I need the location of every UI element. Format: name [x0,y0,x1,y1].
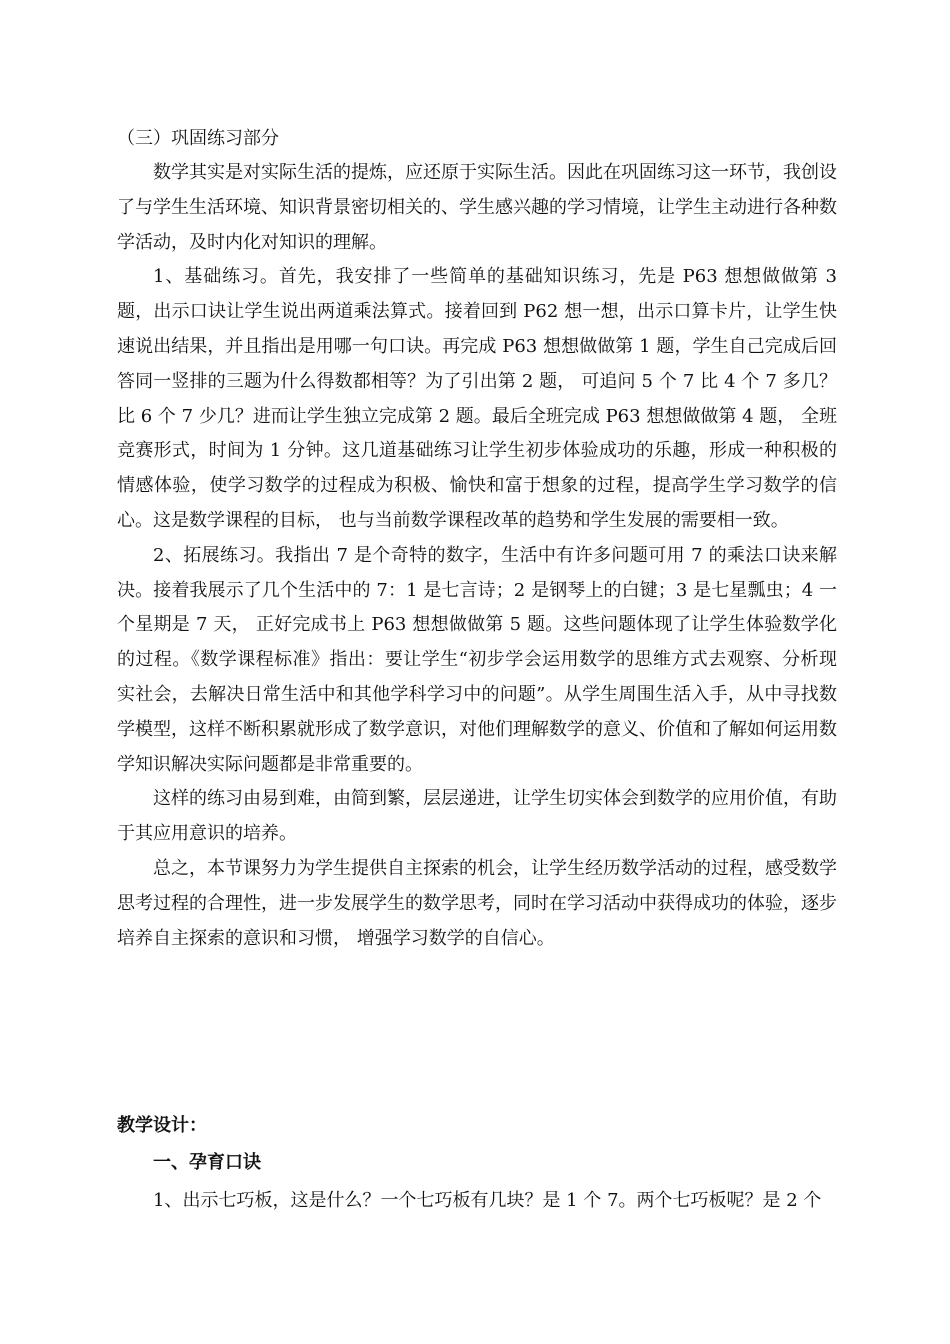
paragraph-basic-practice: 1、基础练习。首先，我安排了一些简单的基础知识练习，先是 P63 想想做做第 3 题，出示口诀让学生说出两道乘法算式。接着回到 P62 想一想，出示口算卡片，让学生快速说出结果，并且指出是用哪一句口诀。再完成 P63 想想做做第 1 题，学生自己完成后回答同一竖排的三题为什么得数都相等？为了引出第 2 题， 可追问 5 个 7 比 4 个 7 多几？比 6 个 7 少几？进而让学生独立完成第 2 题。最后全班完成 P63 想想做做第 4 题， 全班竞赛形式，时间为 1 分钟。这几道基础练习让学生初步体验成功的乐趣，形成一种积极的情感体验，使学习数学的过程成为积极、愉快和富于想象的过程，提高学生学习数学的信心。这是数学课程的目标， 也与当前数学课程改革的趋势和学生发展的需要相一致。 [117,266,837,531]
section-heading: （三）巩固练习部分 [117,128,279,149]
paragraph-intro: 数学其实是对实际生活的提炼，应还原于实际生活。因此在巩固练习这一环节，我创设了与学生生活环境、知识背景密切相关的、学生感兴趣的学习情境，让学生主动进行各种数学活动，及时内化对知识的理解。 [117,162,837,253]
teaching-design-first-line: 1、出示七巧板，这是什么？一个七巧板有几块？是 1 个 7。两个七巧板呢？是 2 个 [153,1190,822,1211]
paragraph-progression: 这样的练习由易到难，由简到繁，层层递进，让学生切实体会到数学的应用价值，有助于其应用意识的培养。 [117,788,837,845]
consolidation-section [117,122,837,956]
teaching-design-title: 教学设计： [117,1115,207,1136]
paragraph-summary: 总之，本节课努力为学生提供自主探索的机会，让学生经历数学活动的过程，感受数学思考过程的合理性，进一步发展学生的数学思考，同时在学习活动中获得成功的体验，逐步培养自主探索的意识和习惯， 增强学习数学的自信心。 [117,857,837,949]
teaching-design-subtitle: 一、孕育口诀 [153,1152,261,1173]
teaching-design-section [117,1108,837,1220]
paragraph-extended-practice: 2、拓展练习。我指出 7 是个奇特的数字，生活中有许多问题可用 7 的乘法口诀来解决。接着我展示了几个生活中的 7：1 是七言诗；2 是钢琴上的白键；3 是七星瓢虫；4 一个星期是 7 天， 正好完成书上 P63 想想做做第 5 题。这些问题体现了让学生体验数学化的过程。《数学课程标准》指出：要让学生“初步学会运用数学的思维方式去观察、分析现实社会，去解决日常生活中和其他学科学习中的问题”。从学生周围生活入手，从中寻找数学模型，这样不断积累就形成了数学意识，对他们理解数学的意义、价值和了解如何运用数学知识解决实际问题都是非常重要的。 [117,544,837,775]
